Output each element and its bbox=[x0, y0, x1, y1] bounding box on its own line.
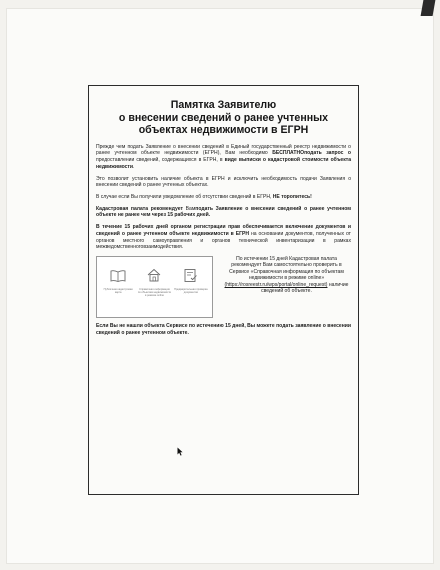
service-card-map: Публичная кадастровая карта bbox=[101, 267, 135, 294]
paragraph-purpose: Это позволит установить наличие объекта в ЕГРН и исключить необходимость подачи Заявления о внесении сведений о ранее учтенных объектах. bbox=[96, 175, 351, 189]
memo-frame bbox=[88, 85, 359, 495]
paragraph-15-days: В течение 15 рабочих дней органом регистрации прав обеспечивается включение документов и сведений о ранее учтенном объекте недвижимости в ЕГРН на основании документов, полученных от органов местного самоуправления и органов технической инвентаризации в рамках межведомственноговзаимодействия. bbox=[96, 224, 351, 251]
service-link[interactable]: (https://rosreestr.ru/wps/portal/online_request) bbox=[224, 281, 328, 288]
paragraph-final: Если Вы не нашли объекта Сервисе по истечению 15 дней, Вы можете подать заявление о внесении сведений о ранее учтенном объекте. bbox=[96, 322, 351, 336]
paragraph-request-extract: Прежде чем подать Заявление о внесении сведений в Единый государственный реестр недвижимости о ранее учтенном объекте недвижимости (ЕГРН), Вам необходимо БЕСПЛАТНОподать запрос о предоставлении сведений, содержащихся в ЕГРН, в виде выписки о кадастровой стоимости объекта недвижимости. bbox=[96, 143, 351, 170]
document-check-icon bbox=[182, 267, 199, 284]
service-instructions: По истечении 15 дней Кадастровая палата рекомендует Вам самостоятельно проверить в Сервисе «Справочная информация по объектам недвижимости в режиме online» (https://rosreestr.ru/wps/portal/online_request) наличие сведений об объекте. bbox=[224, 255, 349, 295]
title-line-3: объектах недвижимости в ЕГРН bbox=[138, 124, 309, 137]
service-section bbox=[96, 256, 351, 318]
service-screenshot bbox=[96, 256, 213, 318]
title-line-2: о внесении сведений о ранее учтенных bbox=[118, 111, 329, 124]
title-line-1: Памятка Заявителю bbox=[170, 99, 277, 111]
mouse-cursor-icon bbox=[177, 443, 183, 461]
service-card-check: Предварительная проверка документов bbox=[174, 267, 208, 294]
service-card-online: Справочная информация по объектам недвижимости в режиме online bbox=[137, 267, 171, 297]
book-icon bbox=[110, 267, 127, 284]
memo-title bbox=[96, 99, 351, 137]
paragraph-no-rush: В случае если Вы получили уведомление об отсутствии сведений в ЕГРН, НЕ торопитесь! bbox=[96, 194, 312, 200]
house-icon bbox=[146, 267, 163, 284]
paragraph-recommendation: Кадастровая палата рекомендует Вамподать Заявление о внесении сведений о ранее учтенном объекте не ранее чем через 15 рабочих дней. bbox=[96, 205, 351, 219]
